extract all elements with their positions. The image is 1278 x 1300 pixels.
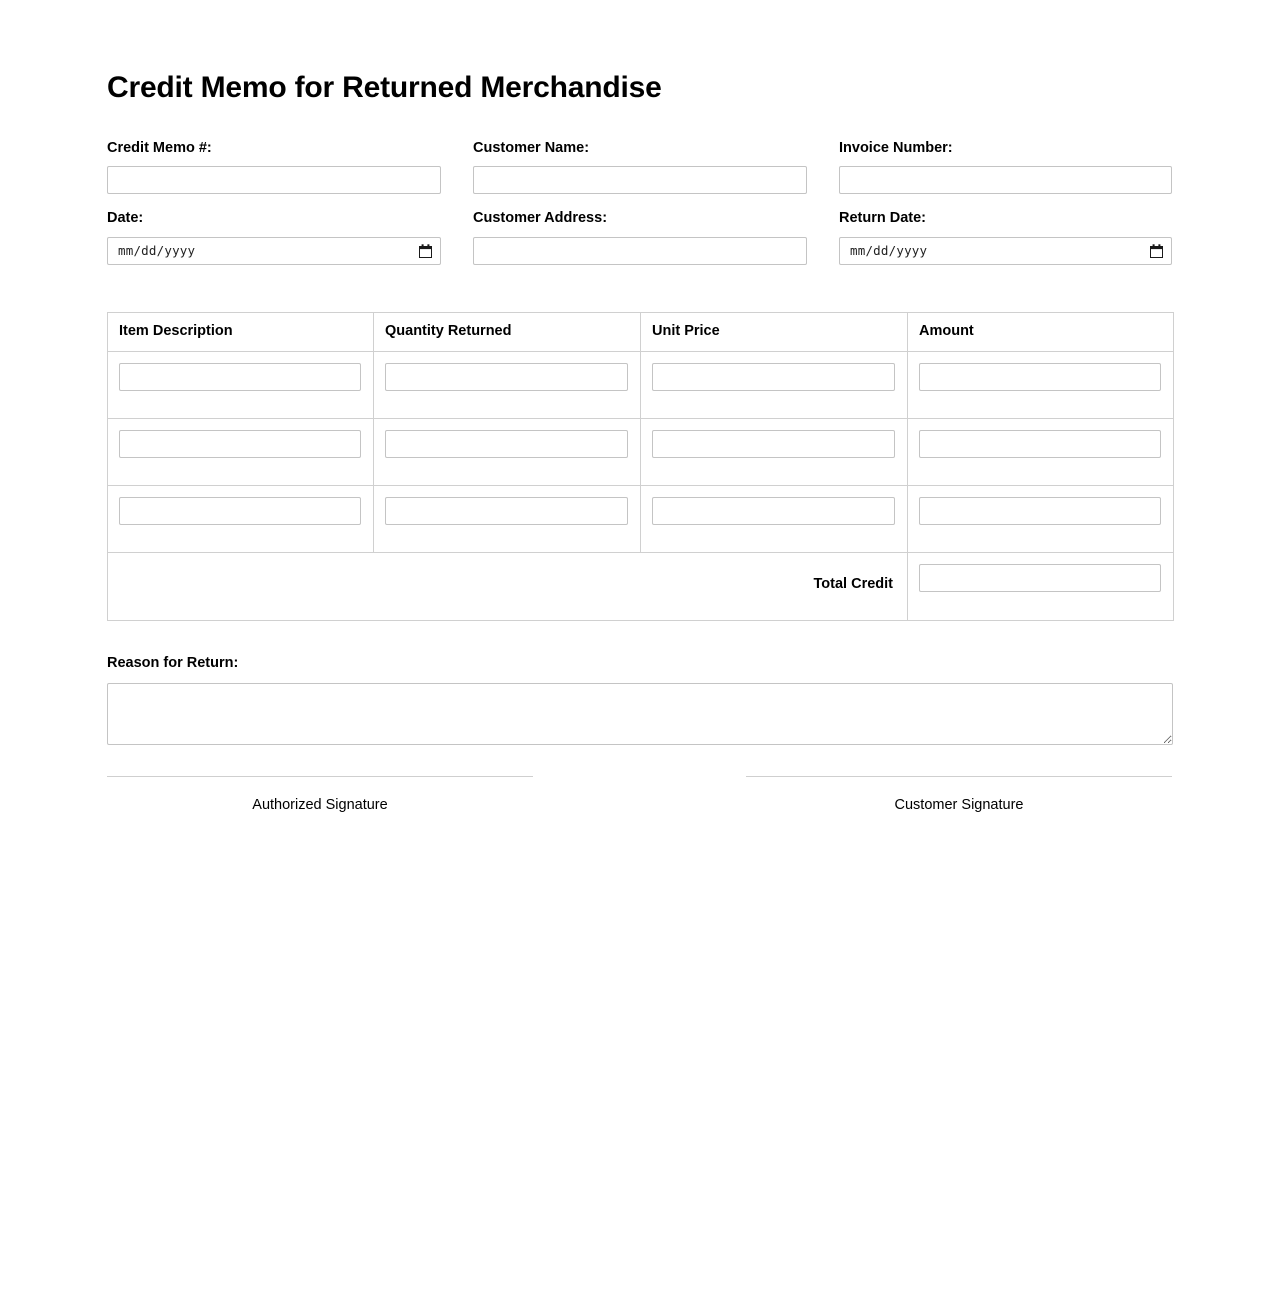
authorized-signature-block	[107, 776, 533, 814]
field-credit-memo-number	[107, 140, 473, 194]
cell-total-credit	[908, 553, 1174, 621]
cell-amount	[908, 486, 1174, 553]
total-credit-label: Total Credit	[108, 553, 908, 621]
header-fields	[107, 140, 1172, 281]
table-row	[108, 486, 1174, 553]
column-header-quantity-returned: Quantity Returned	[374, 312, 641, 351]
credit-memo-number-input[interactable]	[107, 166, 441, 194]
reason-for-return-label: Reason for Return:	[107, 655, 239, 672]
cell-unit-price	[641, 486, 908, 553]
invoice-number-label: Invoice Number:	[839, 140, 953, 156]
cell-unit-price	[641, 419, 908, 486]
total-credit-row	[108, 553, 1174, 621]
column-header-item-description: Item Description	[108, 312, 374, 351]
amount-input-2[interactable]	[919, 430, 1161, 458]
return-date-label: Return Date:	[839, 210, 927, 227]
table-header-row	[108, 312, 1174, 351]
field-customer-address	[473, 210, 839, 264]
cell-unit-price	[641, 352, 908, 419]
credit-memo-number-label: Credit Memo #:	[107, 140, 212, 156]
column-header-amount: Amount	[908, 312, 1174, 351]
customer-signature-block	[746, 776, 1172, 814]
customer-address-label: Customer Address:	[473, 210, 608, 227]
date-placeholder-text: mm/dd/yyyy	[118, 243, 196, 259]
table-row	[108, 419, 1174, 486]
unit-price-input-1[interactable]	[652, 363, 895, 391]
total-credit-input[interactable]	[919, 564, 1161, 592]
field-date	[107, 210, 473, 264]
items-table-body	[108, 352, 1174, 621]
item-description-input-3[interactable]	[119, 497, 361, 525]
return-date-placeholder-text: mm/dd/yyyy	[850, 243, 928, 259]
quantity-returned-input-2[interactable]	[385, 430, 628, 458]
unit-price-input-3[interactable]	[652, 497, 895, 525]
cell-quantity-returned	[374, 486, 641, 553]
date-label: Date:	[107, 210, 144, 227]
field-return-date	[839, 210, 1172, 264]
customer-name-input[interactable]	[473, 166, 807, 194]
item-description-input-1[interactable]	[119, 363, 361, 391]
items-table	[107, 312, 1174, 621]
customer-signature-caption: Customer Signature	[894, 797, 1024, 814]
amount-input-3[interactable]	[919, 497, 1161, 525]
cell-quantity-returned	[374, 419, 641, 486]
authorized-signature-line	[107, 776, 533, 777]
quantity-returned-input-1[interactable]	[385, 363, 628, 391]
unit-price-input-2[interactable]	[652, 430, 895, 458]
items-table-header	[108, 312, 1174, 351]
invoice-number-input[interactable]	[839, 166, 1172, 194]
quantity-returned-input-3[interactable]	[385, 497, 628, 525]
customer-address-input[interactable]	[473, 237, 807, 265]
reason-for-return-textarea[interactable]	[107, 683, 1173, 745]
return-date-input[interactable]	[839, 237, 1172, 265]
page-title: Credit Memo for Returned Merchandise	[107, 71, 662, 104]
calendar-icon[interactable]	[419, 244, 432, 258]
cell-item-description	[108, 486, 374, 553]
cell-amount	[908, 419, 1174, 486]
customer-signature-line	[746, 776, 1172, 777]
field-invoice-number	[839, 140, 1172, 194]
amount-input-1[interactable]	[919, 363, 1161, 391]
signature-section	[107, 776, 1172, 814]
cell-item-description	[108, 352, 374, 419]
cell-item-description	[108, 419, 374, 486]
date-input[interactable]	[107, 237, 441, 265]
item-description-input-2[interactable]	[119, 430, 361, 458]
authorized-signature-caption: Authorized Signature	[252, 797, 388, 814]
cell-amount	[908, 352, 1174, 419]
reason-for-return-block	[107, 655, 1172, 745]
cell-quantity-returned	[374, 352, 641, 419]
customer-name-label: Customer Name:	[473, 140, 590, 156]
table-row	[108, 352, 1174, 419]
field-customer-name	[473, 140, 839, 194]
calendar-icon[interactable]	[1150, 244, 1163, 258]
column-header-unit-price: Unit Price	[641, 312, 908, 351]
